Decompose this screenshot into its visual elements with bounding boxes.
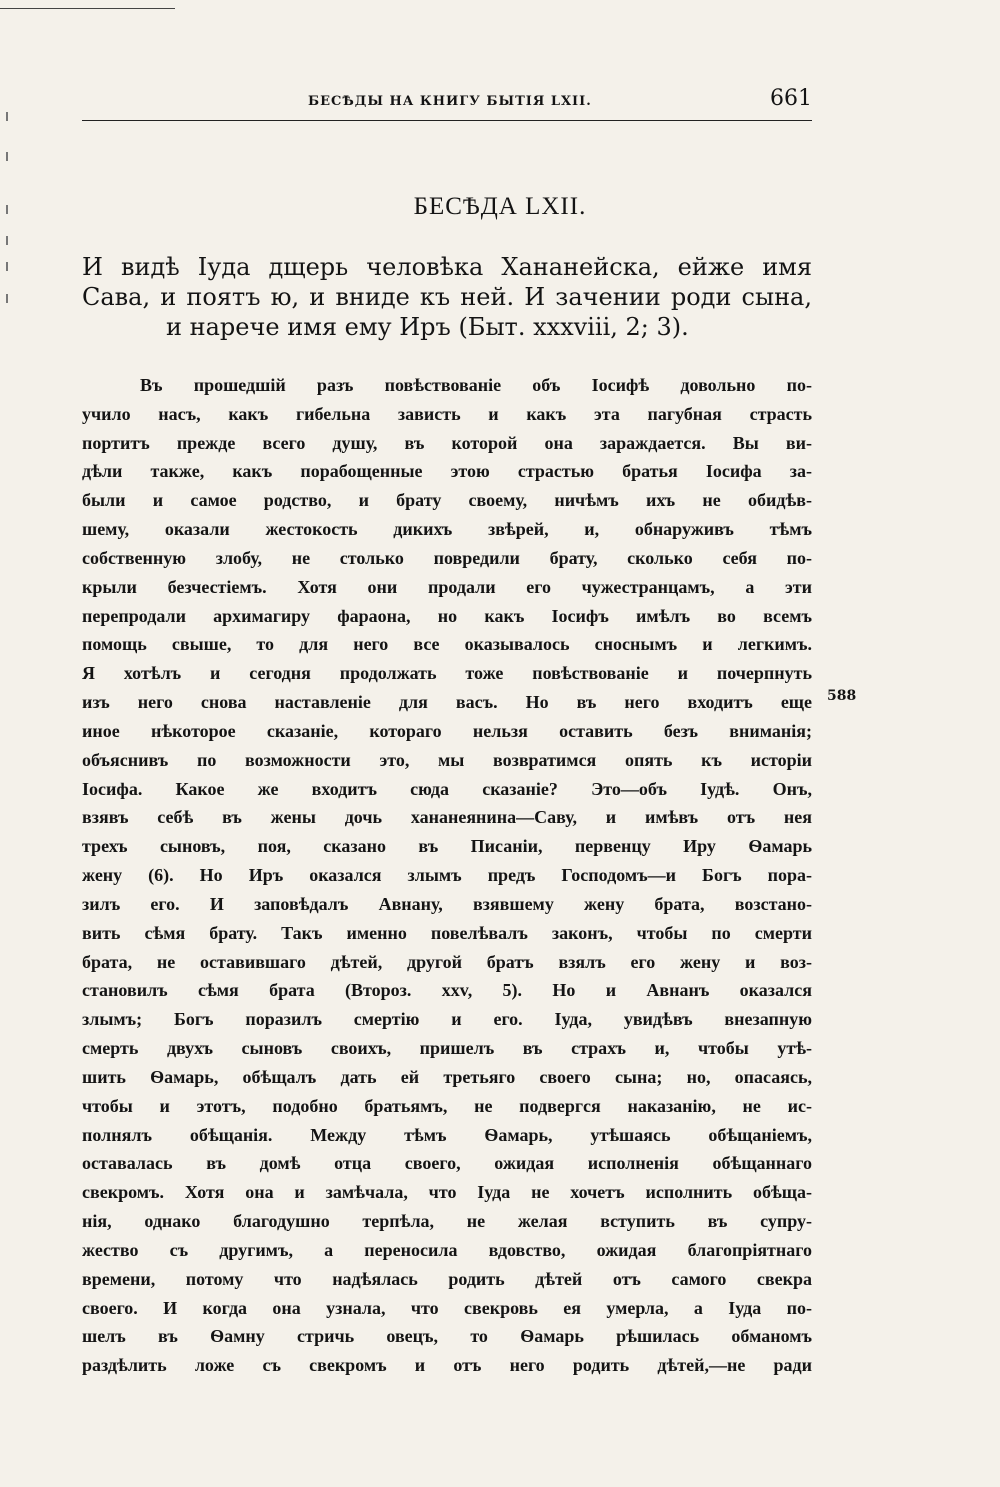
body-line: злымъ; Богъ поразилъ смертію и его. Іуда, увидѣвъ внезапную: [82, 1009, 812, 1030]
body-line: Я хотѣлъ и сегодня продолжать тоже повѣствованіе и почерпнуть: [82, 663, 812, 684]
body-line: шему, оказали жестокость дикихъ звѣрей, и, обнаруживъ тѣмъ: [82, 519, 812, 540]
scan-mark: [6, 112, 8, 121]
epigraph-line: Сава, и поятъ ю, и вниде къ ней. И зачении роди сына,: [82, 283, 812, 311]
body-line: помощь свыше, то для него все оказывалось сноснымъ и легкимъ.: [82, 634, 812, 655]
scan-mark: [6, 294, 8, 303]
body-line: жену (6). Но Иръ оказался злымъ предъ Господомъ—и Богъ пора-: [82, 865, 812, 886]
body-line: объяснивъ по возможности это, мы возвратимся опять къ исторіи: [82, 749, 812, 770]
body-line: трехъ сыновъ, поя, сказано въ Писаніи, первенцу Иру Ѳамарь: [82, 836, 812, 857]
scan-mark: [6, 262, 8, 271]
page-header: [82, 86, 812, 121]
body-line: чтобы и этотъ, подобно братьямъ, не подвергся наказанію, не ис-: [82, 1095, 812, 1116]
body-line: шить Ѳамарь, обѣщалъ дать ей третьяго своего сына; но, опасаясь,: [82, 1066, 812, 1087]
body-line: оставалась въ домѣ отца своего, ожидая исполненія обѣщаннаго: [82, 1153, 812, 1174]
body-line: были и самое родство, и брату своему, ничѣмъ ихъ не обидѣв-: [82, 490, 812, 511]
body-line: брата, не оставившаго дѣтей, другой братъ взялъ его жену и воз-: [82, 951, 812, 972]
body-line: своего. И когда она узнала, что свекровь ея умерла, а Іуда по-: [82, 1297, 812, 1318]
scan-mark: [6, 236, 8, 245]
body-line: перепродали архимагиру фараона, но какъ Іосифъ имѣлъ во всемъ: [82, 605, 812, 626]
body-line: дѣли также, какъ порабощенные этою страстью братья Іосифа за-: [82, 461, 812, 482]
body-line: смерть двухъ сыновъ своихъ, пришелъ въ страхъ и, чтобы утѣ-: [82, 1038, 812, 1059]
epigraph-line: и нарече имя ему Иръ (Быт. xxxviii, 2; 3).: [166, 313, 689, 341]
page-number: 661: [770, 86, 812, 111]
body-line: времени, потому что надѣялась родить дѣтей отъ самого свекра: [82, 1268, 812, 1289]
top-rule: [0, 8, 175, 9]
epigraph-line: И видѣ Іуда дщерь человѣка Хананейска, ейже имя: [82, 253, 812, 281]
running-title: БЕСѢДЫ НА КНИГУ БЫТІЯ LXII.: [308, 94, 592, 109]
scan-mark: [6, 152, 8, 161]
body-text: [82, 371, 812, 1380]
body-line: портитъ прежде всего душу, въ которой она зараждается. Вы ви-: [82, 432, 812, 453]
body-line: учило насъ, какъ гибельна зависть и какъ эта пагубная страсть: [82, 403, 812, 424]
body-line: собственную злобу, не столько повредили брату, сколько себя по-: [82, 547, 812, 568]
body-line: свекромъ. Хотя она и замѣчала, что Іуда не хочетъ исполнить обѣща-: [82, 1182, 812, 1203]
body-line: изъ него снова наставленіе для васъ. Но въ него входитъ еще: [82, 692, 812, 713]
body-line: вить сѣмя брату. Такъ именно повелѣвалъ законъ, чтобы по смерти: [82, 922, 812, 943]
body-line: жество съ другимъ, а переносила вдовство, ожидая благопріятнаго: [82, 1239, 812, 1260]
body-line: взявъ себѣ въ жены дочь хананеянина—Саву, и имѣвъ отъ нея: [82, 807, 812, 828]
body-line: Въ прошедшій разъ повѣствованіе объ Іосифѣ довольно по-: [140, 375, 812, 395]
body-line: нія, однако благодушно терпѣла, не желая вступить въ супру-: [82, 1211, 812, 1232]
margin-page-reference: 588: [827, 688, 857, 704]
body-line: зилъ его. И заповѣдалъ Авнану, взявшему жену брата, возстано-: [82, 893, 812, 914]
body-line: полнялъ обѣщанія. Между тѣмъ Ѳамарь, утѣшаясь обѣщаніемъ,: [82, 1124, 812, 1145]
body-line: Іосифа. Какое же входитъ сюда сказаніе? Это—объ Іудѣ. Онъ,: [82, 778, 812, 799]
body-line: становилъ сѣмя брата (Второз. xxv, 5). Но и Авнанъ оказался: [82, 980, 812, 1001]
body-line: иное нѣкоторое сказаніе, котораго нельзя оставить безъ вниманія;: [82, 720, 812, 741]
body-line: шелъ въ Ѳамну стричь овецъ, то Ѳамарь рѣшилась обманомъ: [82, 1326, 812, 1347]
epigraph: [82, 252, 812, 342]
body-line: крыли безчестіемъ. Хотя они продали его чужестранцамъ, а эти: [82, 576, 812, 597]
homily-title: БЕСѢДА LXII.: [413, 193, 587, 220]
body-line: раздѣлить ложе съ свекромъ и отъ него родить дѣтей,—не ради: [82, 1355, 812, 1376]
